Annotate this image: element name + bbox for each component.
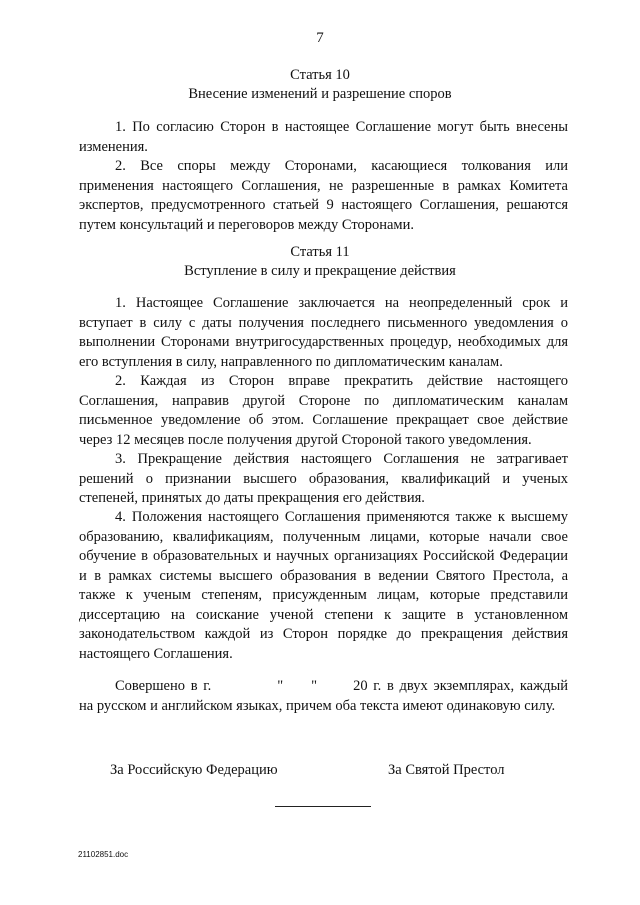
article-10-paragraph-2: 2. Все споры между Сторонами, касающиеся толкования или применения настоящего Соглашения, не разрешенные в рамках Комитета экспертов, предусмотренного статьей 9 настоящего Соглашения, решаются путем консультаций и переговоров между Сторонами. [79, 158, 568, 233]
article-11-paragraph-3: 3. Прекращение действия настоящего Соглашения не затрагивает решений о признании высшего образования, квалификаций и ученых степеней, принятых до даты прекращения его действия. [79, 451, 568, 506]
date-quote-close: " [311, 678, 318, 694]
closing-paragraph [79, 677, 568, 716]
article-10-subtitle: Внесение изменений и разрешение споров [188, 86, 452, 102]
article-10-title: Статья 10 [290, 67, 350, 83]
end-rule [275, 806, 371, 807]
article-11-paragraph-2: 2. Каждая из Сторон вправе прекратить действие настоящего Соглашения, направив другой Стороне по дипломатическим каналам письменное уведомление об этом. Соглашение прекращает свое действие через 12 месяцев после получения другой Стороной такого уведомления. [79, 373, 568, 448]
article-11-paragraph-1: 1. Настоящее Соглашение заключается на неопределенный срок и вступает в силу с даты получения последнего письменного уведомления о выполнении Сторонами внутригосударственных процедур, необходимых для его вступления в силу, направленного по дипломатическим каналам. [79, 295, 568, 370]
closing-text-end: г. в двух экземплярах, каждый на русском и английском языках, причем оба текста имеют одинаковую силу. [79, 678, 569, 714]
page-number: 7 [316, 30, 324, 46]
date-quote-open: " [277, 678, 284, 694]
closing-text-start: Совершено в г. [115, 678, 212, 694]
article-11-title: Статья 11 [290, 244, 350, 260]
signature-russian-federation: За Российскую Федерацию [110, 762, 278, 778]
article-11-subtitle: Вступление в силу и прекращение действия [184, 263, 456, 279]
closing-year: 20 [353, 678, 368, 694]
document-id: 21102851.doc [78, 850, 129, 859]
signature-holy-see: За Святой Престол [388, 762, 505, 778]
article-11-paragraph-4: 4. Положения настоящего Соглашения применяются также к высшему образованию, квалификациям, полученным лицами, которые начали свое обучение в образовательных и научных организациях Российской Федерации и в рамках системы высшего образования в ведении Святого Престола, а также к ученым степеням, присужденным лицам, которые представили диссертацию на соискание ученой степени к защите в установленном законодательством каждой из Сторон порядке до прекращения действия настоящего Соглашения. [79, 509, 568, 662]
article-10-paragraph-1: 1. По согласию Сторон в настоящее Соглашение могут быть внесены изменения. [79, 119, 568, 155]
